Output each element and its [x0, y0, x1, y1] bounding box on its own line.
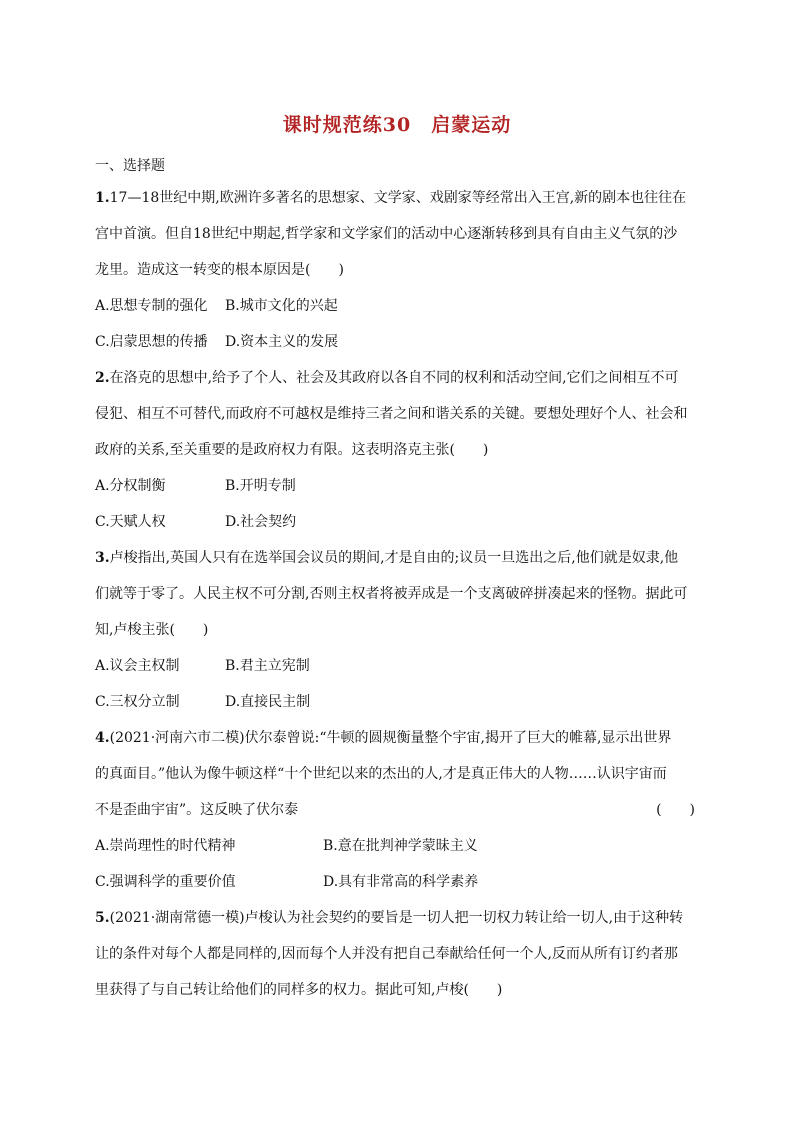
option-d[interactable]: D.资本主义的发展 — [225, 334, 339, 350]
question-number: 5. — [95, 910, 110, 926]
question-text: 们就等于零了。人民主权不可分割,否则主权者将被弄成是一个支离破碎拼凑起来的怪物。据此可 — [95, 586, 688, 602]
options-row — [95, 330, 700, 366]
option-a[interactable]: A.议会主权制 — [95, 658, 180, 674]
options-row — [95, 654, 700, 690]
option-d[interactable]: D.直接民主制 — [225, 694, 311, 710]
question-text: 知,卢梭主张( ) — [95, 622, 209, 638]
question-1 — [95, 186, 700, 366]
question-2 — [95, 366, 700, 546]
question-number: 2. — [95, 370, 110, 386]
options-row — [95, 690, 700, 726]
question-text: 让的条件对每个人都是同样的,因而每个人并没有把自己奉献给任何一个人,反而从所有订约者那 — [95, 946, 678, 962]
question-number: 1. — [95, 190, 110, 206]
options-row — [95, 510, 700, 546]
question-text: 在洛克的思想中,给予了个人、社会及其政府以各自不同的权利和活动空间,它们之间相互不可 — [109, 370, 679, 386]
option-a[interactable]: A.分权制衡 — [95, 478, 166, 494]
option-c[interactable]: C.天赋人权 — [95, 514, 166, 530]
options-row — [95, 870, 700, 906]
options-row — [95, 474, 700, 510]
option-a[interactable]: A.崇尚理性的时代精神 — [95, 838, 236, 854]
options-row — [95, 834, 700, 870]
question-text: 宫中首演。但自18世纪中期起,哲学家和文学家们的活动中心逐渐转移到具有自由主义气氛的沙 — [95, 226, 678, 242]
question-number: 4. — [95, 730, 110, 746]
question-text: 里获得了与自己转让给他们的同样多的权力。据此可知,卢梭( ) — [95, 982, 503, 998]
question-text: 政府的关系,至关重要的是政府权力有限。这表明洛克主张( ) — [95, 442, 489, 458]
option-c[interactable]: C.启蒙思想的传播 — [95, 334, 208, 350]
option-d[interactable]: D.社会契约 — [225, 514, 297, 530]
question-text: 的真面目。”他认为像牛顿这样“十个世纪以来的杰出的人,才是真正伟大的人物……认识宇宙而 — [95, 766, 667, 782]
page-title: 课时规范练30 启蒙运动 — [282, 114, 512, 136]
option-b[interactable]: B.君主立宪制 — [225, 658, 310, 674]
question-4 — [95, 726, 700, 906]
option-b[interactable]: B.意在批判神学蒙昧主义 — [323, 838, 478, 854]
question-text: 侵犯、相互不可替代,而政府不可越权是维持三者之间和谐关系的关键。要想处理好个人、社会和 — [95, 406, 688, 422]
question-text: (2021·河南六市二模)伏尔泰曾说:“牛顿的圆规衡量整个宇宙,揭开了巨大的帷幕,显示出世界 — [109, 730, 672, 746]
options-row — [95, 294, 700, 330]
option-c[interactable]: C.三权分立制 — [95, 694, 180, 710]
question-text: 17—18世纪中期,欧洲许多著名的思想家、文学家、戏剧家等经常出入王宫,新的剧本也往往在 — [109, 190, 687, 206]
question-text: 龙里。造成这一转变的根本原因是( ) — [95, 262, 344, 278]
option-a[interactable]: A.思想专制的强化 — [95, 298, 208, 314]
question-text: 卢梭指出,英国人只有在选举国会议员的期间,才是自由的;议员一旦选出之后,他们就是奴隶,他 — [109, 550, 679, 566]
question-5 — [95, 906, 700, 1014]
option-d[interactable]: D.具有非常高的科学素养 — [323, 874, 479, 890]
question-3 — [95, 546, 700, 726]
section-heading: 一、选择题 — [95, 158, 165, 174]
answer-blank[interactable]: ( ) — [656, 802, 695, 818]
question-list — [95, 186, 700, 1014]
option-c[interactable]: C.强调科学的重要价值 — [95, 874, 236, 890]
question-text: (2021·湖南常德一模)卢梭认为社会契约的要旨是一切人把一切权力转让给一切人,由于这种转 — [109, 910, 684, 926]
option-b[interactable]: B.城市文化的兴起 — [225, 298, 338, 314]
question-text: 不是歪曲宇宙”。这反映了伏尔泰 — [95, 802, 299, 818]
option-b[interactable]: B.开明专制 — [225, 478, 296, 494]
question-number: 3. — [95, 550, 110, 566]
